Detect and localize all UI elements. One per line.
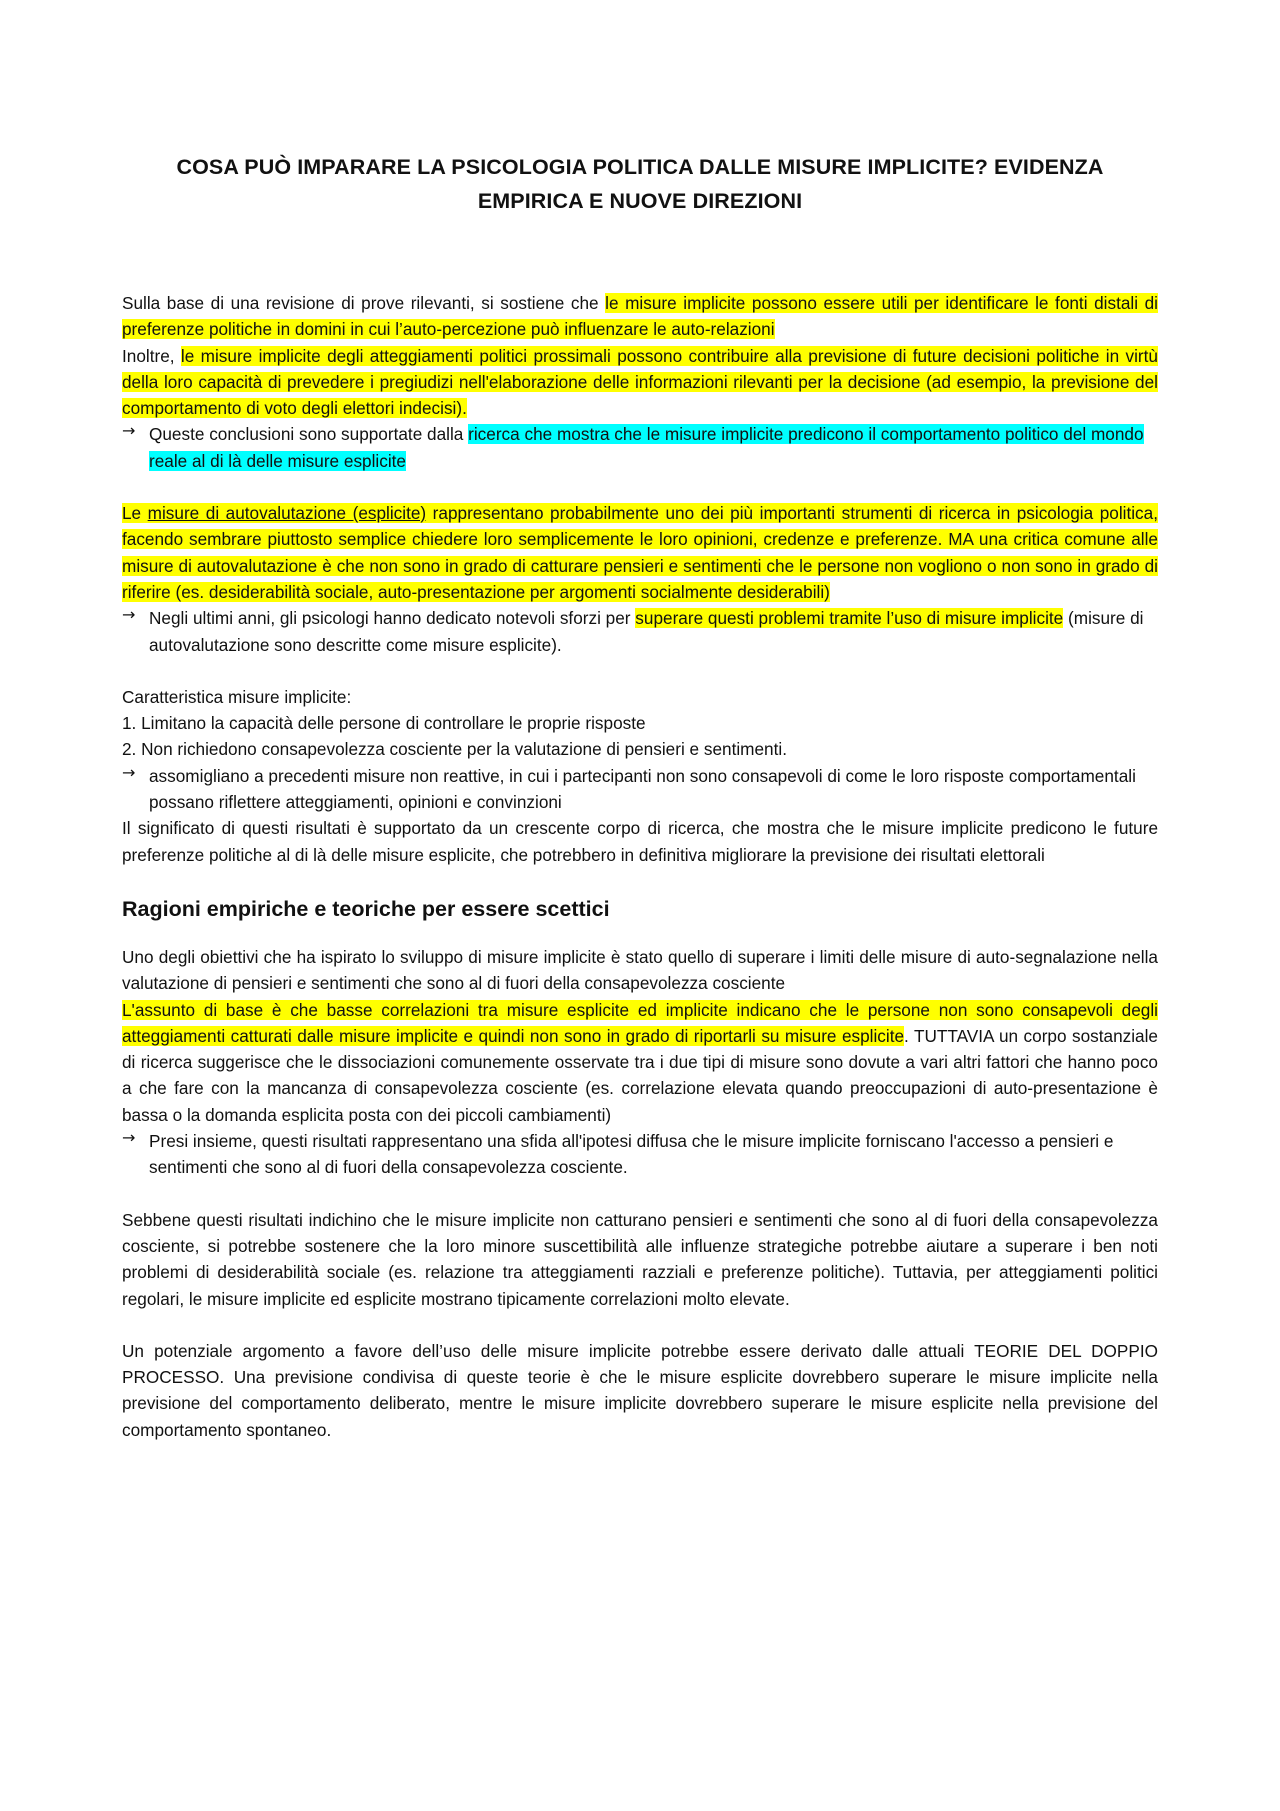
arrow-point-4 bbox=[122, 1128, 1158, 1181]
arrow-point-1 bbox=[122, 421, 1158, 474]
text-run: Queste conclusioni sono supportate dalla bbox=[149, 424, 469, 445]
spacer bbox=[122, 658, 1158, 684]
highlighted-text: rappresentano probabilmente uno dei più importanti strumenti di ricerca in psicologia politica, facendo sembrare piuttosto semplice chiedere loro semplicemente le loro opinioni, credenze e preferenze. MA una critica comune alle misure di autovalutazione è che non sono in grado di catturare pensieri e sentimenti che le persone non vogliono o non sono in grado di riferire (es. desiderabilità sociale, auto-presentazione per argomenti socialmente desiderabili) bbox=[122, 503, 1158, 602]
paragraph-assunto bbox=[122, 997, 1158, 1128]
text-run: Inoltre, bbox=[122, 345, 181, 366]
paragraph-intro bbox=[122, 290, 1158, 343]
arrow-point-3 bbox=[122, 763, 1158, 816]
paragraph-inoltre bbox=[122, 343, 1158, 422]
arrow-right-icon: → bbox=[122, 1128, 136, 1148]
arrow-right-icon: → bbox=[122, 762, 136, 782]
text-run: Sulla base di una revisione di prove rilevanti, si sostiene che bbox=[122, 293, 606, 313]
arrow-point-text: assomigliano a precedenti misure non reattive, in cui i partecipanti non sono consapevoli di come le loro risposte comportamentali possano riflettere atteggiamenti, opinioni e convinzioni bbox=[149, 765, 1136, 813]
spacer bbox=[122, 1312, 1158, 1338]
list-item: 1. Limitano la capacità delle persone di controllare le proprie risposte bbox=[122, 713, 646, 734]
arrow-point-2 bbox=[122, 605, 1158, 658]
section-heading: Ragioni empiriche e teoriche per essere scettici bbox=[122, 896, 610, 921]
page-title: COSA PUÒ IMPARARE LA PSICOLOGIA POLITICA DALLE MISURE IMPLICITE? EVIDENZA EMPIRICA E NUOVE DIREZIONI bbox=[176, 155, 1104, 213]
spacer bbox=[122, 868, 1158, 894]
underlined-term: misure di autovalutazione (esplicite) bbox=[147, 503, 427, 524]
highlighted-text: L'assunto di base è che basse correlazioni tra misure esplicite ed implicite indicano che le persone non sono consapevoli degli atteggiamenti catturati dalle misure implicite e quindi non sono in grado di riportarli su misure esplicite bbox=[122, 999, 1158, 1046]
text-run: (misure di autovalutazione sono descritte come misure esplicite). bbox=[149, 608, 1144, 655]
paragraph-doppio-processo: Un potenziale argomento a favore dell’uso delle misure implicite potrebbe essere derivato dalle attuali TEORIE DEL DOPPIO PROCESSO. Una previsione condivisa di queste teorie è che le misure esplicite dovrebbero superare le misure implicite nella previsione del comportamento deliberato, mentre le misure implicite dovrebbero superare le misure esplicite nella previsione del comportamento spontaneo. bbox=[122, 1340, 1158, 1440]
arrow-right-icon: → bbox=[122, 421, 136, 441]
arrow-right-icon: → bbox=[122, 605, 136, 625]
highlighted-text: le misure implicite degli atteggiamenti politici prossimali possono contribuire alla previsione di future decisioni politiche in virtù della loro capacità di prevedere i pregiudizi nell'elaborazione delle informazioni rilevanti per la decisione (ad esempio, la previsione del comportamento di voto degli elettori indecisi). bbox=[122, 345, 1158, 419]
cyan-highlighted-text: ricerca che mostra che le misure implicite predicono il comportamento politico del mondo reale al di là delle misure esplicite bbox=[149, 424, 1144, 471]
paragraph-autovalutazione bbox=[122, 500, 1158, 605]
list-item: 2. Non richiedono consapevolezza cosciente per la valutazione di pensieri e sentimenti. bbox=[122, 739, 787, 760]
paragraph-sebbene: Sebbene questi risultati indichino che le misure implicite non catturano pensieri e sentimenti che sono al di fuori della consapevolezza cosciente, si potrebbe sostenere che la loro minore suscettibilità alle influenze strategiche potrebbe aiutare a superare i ben noti problemi di desiderabilità sociale (es. relazione tra atteggiamenti razziali e preferenze politiche). Tuttavia, per atteggiamenti politici regolari, le misure implicite ed esplicite mostrano tipicamente correlazioni molto elevate. bbox=[122, 1209, 1158, 1309]
arrow-point-text bbox=[149, 421, 1158, 474]
text-run: . TUTTAVIA un corpo sostanziale di ricerca suggerisce che le dissociazioni comunemente osservate tra i due tipi di misure sono dovute a vari altri fattori che hanno poco a che fare con la mancanza di consapevolezza cosciente (es. correlazione elevata quando preoccupazioni di auto-presentazione è bassa o la domanda esplicita posta con dei piccoli cambiamenti) bbox=[122, 1025, 1158, 1125]
spacer bbox=[122, 474, 1158, 500]
list-heading: Caratteristica misure implicite: bbox=[122, 686, 352, 707]
highlighted-text: Le bbox=[122, 503, 148, 524]
paragraph-significato: Il significato di questi risultati è supportato da un crescente corpo di ricerca, che mostra che le misure implicite predicono le future preferenze politiche al di là delle misure esplicite, che potrebbero in definitiva migliorare la previsione dei risultati elettorali bbox=[122, 818, 1158, 865]
spacer bbox=[122, 1181, 1158, 1207]
highlighted-text: superare questi problemi tramite l’uso di misure implicite bbox=[635, 608, 1064, 629]
arrow-point-text: Presi insieme, questi risultati rappresentano una sfida all'ipotesi diffusa che le misure implicite forniscano l'accesso a pensieri e sentimenti che sono al di fuori della consapevolezza cosciente. bbox=[149, 1131, 1114, 1178]
text-run: Negli ultimi anni, gli psicologi hanno dedicato notevoli sforzi per bbox=[149, 608, 636, 629]
arrow-point-text bbox=[149, 605, 1158, 658]
highlighted-text: le misure implicite possono essere utili per identificare le fonti distali di preferenze politiche in domini in cui l’auto-percezione può influenzare le auto-relazioni bbox=[122, 293, 1158, 340]
paragraph-obiettivi: Uno degli obiettivi che ha ispirato lo sviluppo di misure implicite è stato quello di superare i limiti delle misure di auto-segnalazione nella valutazione di pensieri e sentimenti che sono al di fuori della consapevolezza cosciente bbox=[122, 946, 1158, 994]
